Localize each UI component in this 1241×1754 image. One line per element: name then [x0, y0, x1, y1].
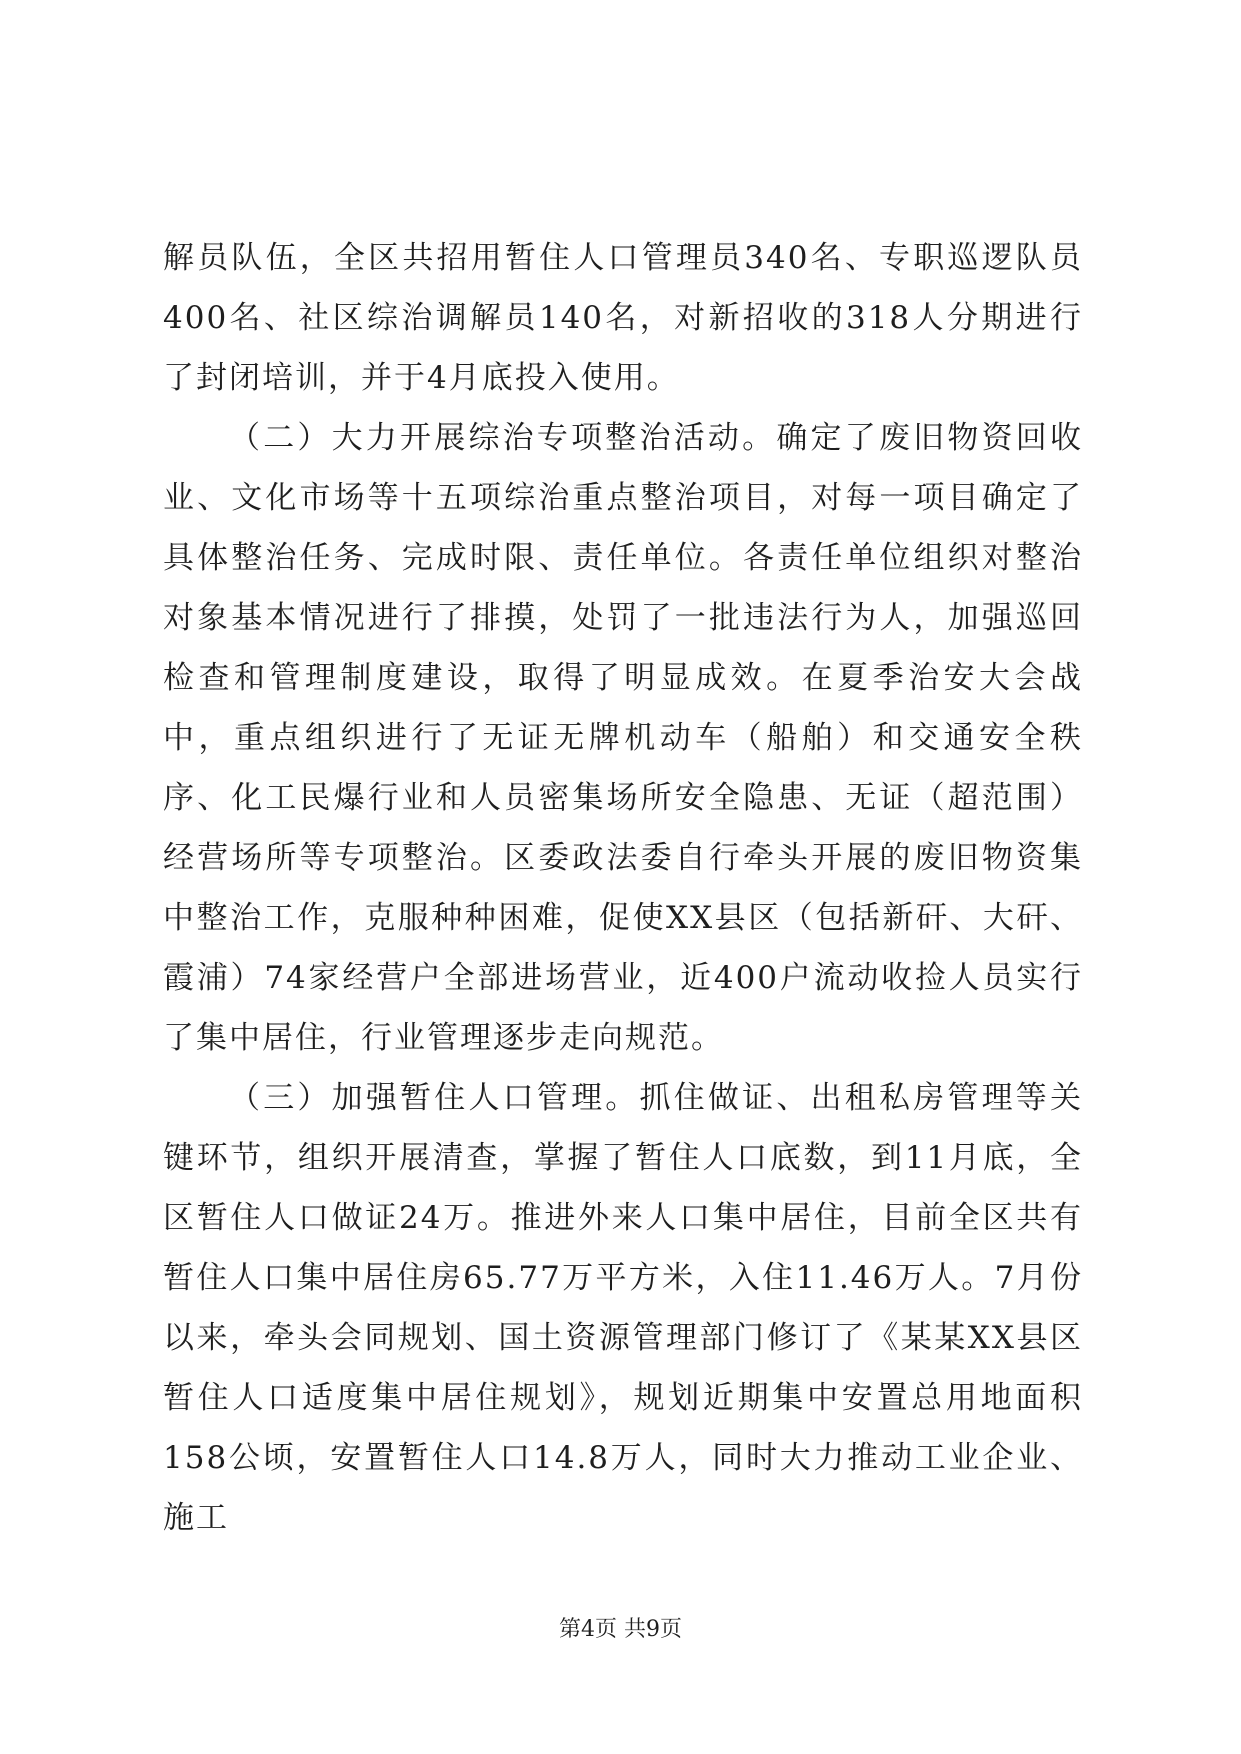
paragraph-section-two: （二）大力开展综治专项整治活动。确定了废旧物资回收业、文化市场等十五项综治重点整治项目，对每一项目确定了具体整治任务、完成时限、责任单位。各责任单位组织对整治对象基本情况进行了排摸，处罚了一批违法行为人，加强巡回检查和管理制度建设，取得了明显成效。在夏季治安大会战中，重点组织进行了无证无牌机动车（船舶）和交通安全秩序、化工民爆行业和人员密集场所安全隐患、无证（超范围）经营场所等专项整治。区委政法委自行牵头开展的废旧物资集中整治工作，克服种种困难，促使XX县区（包括新矸、大矸、霞浦）74家经营户全部进场营业，近400户流动收捡人员实行了集中居住，行业管理逐步走向规范。: [163, 420, 1083, 1056]
paragraph-continued: 解员队伍，全区共招用暂住人口管理员340名、专职巡逻队员400名、社区综治调解员140名，对新招收的318人分期进行了封闭培训，并于4月底投入使用。: [163, 240, 1083, 396]
document-body: [163, 228, 1083, 1548]
page-number-footer: 第4页 共9页: [559, 1617, 682, 1642]
paragraph-section-three: （三）加强暂住人口管理。抓住做证、出租私房管理等关键环节，组织开展清查，掌握了暂住人口底数，到11月底，全区暂住人口做证24万。推进外来人口集中居住，目前全区共有暂住人口集中居住房65.77万平方米，入住11.46万人。7月份以来，牵头会同规划、国土资源管理部门修订了《某某XX县区暂住人口适度集中居住规划》，规划近期集中安置总用地面积158公顷，安置暂住人口14.8万人，同时大力推动工业企业、施工: [163, 1080, 1083, 1536]
